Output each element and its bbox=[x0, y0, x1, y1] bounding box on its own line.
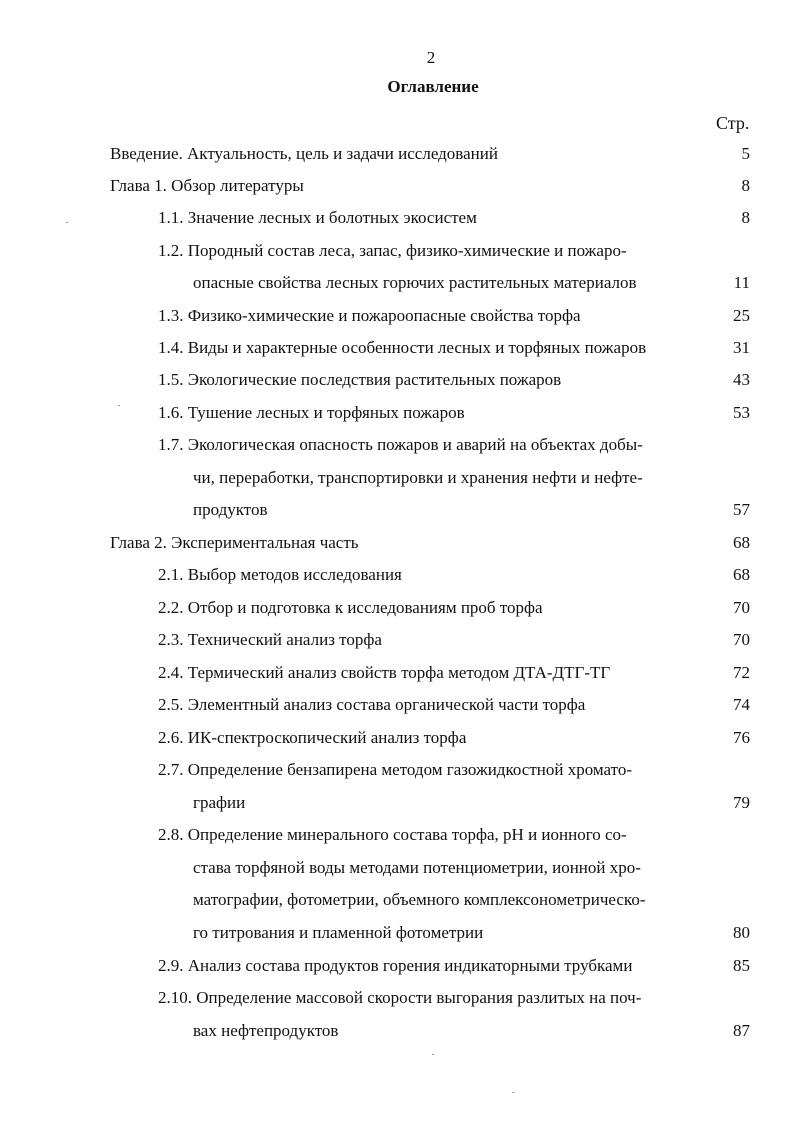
toc-entry-number: 2.2. bbox=[158, 598, 184, 617]
toc-entry-continuation: чи, переработки, транспортировки и хранения нефти и нефте- bbox=[193, 468, 643, 487]
toc-entry-text: Отбор и подготовка к исследованиям проб торфа bbox=[187, 598, 543, 617]
toc-entry-text: Виды и характерные особенности лесных и торфяных пожаров bbox=[187, 338, 647, 357]
toc-entry-text: Экологическая опасность пожаров и аварий на объектах добы- bbox=[187, 435, 643, 454]
toc-entry-text: Определение бензапирена методом газожидкостной хромато- bbox=[187, 760, 632, 779]
scan-speck bbox=[66, 222, 68, 223]
toc-entry-text: Элементный анализ состава органической части торфа bbox=[187, 695, 586, 714]
toc-entry-number: 1.7. bbox=[158, 435, 184, 454]
scan-speck bbox=[512, 1092, 514, 1093]
toc-entry-text: ИК-спектроскопический анализ торфа bbox=[187, 728, 467, 747]
toc-entry-page: 79 bbox=[733, 793, 750, 812]
toc-entry-page: 11 bbox=[733, 273, 750, 292]
toc-entry-page: 53 bbox=[733, 403, 750, 422]
toc-entry-page: 74 bbox=[733, 695, 750, 714]
toc-entry-text: Определение массовой скорости выгорания разлитых на поч- bbox=[196, 988, 642, 1007]
toc-entry-continuation: графии bbox=[193, 793, 246, 812]
toc-entry-number: 1.3. bbox=[158, 306, 184, 325]
toc-entry-text: Тушение лесных и торфяных пожаров bbox=[187, 403, 465, 422]
toc-entry-text: Введение. Актуальность, цель и задачи исследований bbox=[110, 144, 498, 163]
toc-entry-page: 8 bbox=[741, 208, 750, 227]
toc-entry-page: 70 bbox=[733, 630, 750, 649]
toc-entry-page: 8 bbox=[741, 176, 750, 195]
toc-entry-number: 2.3. bbox=[158, 630, 184, 649]
toc-entry-number: 2.7. bbox=[158, 760, 184, 779]
toc-entry-page: 76 bbox=[733, 728, 750, 747]
toc-entry-number: 2.10. bbox=[158, 988, 192, 1007]
toc-entry-text: Породный состав леса, запас, физико-химические и пожаро- bbox=[187, 241, 627, 260]
toc-entry-page: 5 bbox=[741, 144, 750, 163]
toc-entry-continuation: вах нефтепродуктов bbox=[193, 1021, 339, 1040]
toc-entry-page: 85 bbox=[733, 956, 750, 975]
toc-entry-continuation: опасные свойства лесных горючих растительных материалов bbox=[193, 273, 637, 292]
toc-entry-text: Глава 1. Обзор литературы bbox=[110, 176, 304, 195]
toc-entry-text: Выбор методов исследования bbox=[187, 565, 402, 584]
page-column-label: Стр. bbox=[716, 113, 750, 133]
toc-entry-number: 1.2. bbox=[158, 241, 184, 260]
toc-entry-text: Экологические последствия растительных пожаров bbox=[187, 370, 562, 389]
toc-entry-text: Глава 2. Экспериментальная часть bbox=[110, 533, 359, 552]
toc-entry-page: 72 bbox=[733, 663, 750, 682]
toc-entry-text: Определение минерального состава торфа, pH и ионного со- bbox=[187, 825, 627, 844]
toc-entry-number: 2.4. bbox=[158, 663, 184, 682]
toc-entry-text: Термический анализ свойств торфа методом ДТА-ДТГ-ТГ bbox=[187, 663, 611, 682]
toc-entry-page: 80 bbox=[733, 923, 750, 942]
page-number: 2 bbox=[426, 48, 436, 67]
toc-entry-continuation: го титрования и пламенной фотометрии bbox=[193, 923, 484, 942]
toc-entry-number: 1.6. bbox=[158, 403, 184, 422]
toc-entry-text: Технический анализ торфа bbox=[187, 630, 382, 649]
scan-speck bbox=[118, 405, 120, 406]
toc-entry-continuation: матографии, фотометрии, объемного комплексонометрическо- bbox=[193, 890, 646, 909]
toc-entry-text: Физико-химические и пожароопасные свойства торфа bbox=[187, 306, 581, 325]
toc-entry-number: 1.1. bbox=[158, 208, 184, 227]
toc-entry-number: 2.6. bbox=[158, 728, 184, 747]
toc-entry-number: 1.4. bbox=[158, 338, 184, 357]
toc-entry-text: Значение лесных и болотных экосистем bbox=[187, 208, 477, 227]
toc-entry-text: Анализ состава продуктов горения индикаторными трубками bbox=[187, 956, 633, 975]
toc-entry-page: 31 bbox=[733, 338, 750, 357]
toc-entry-page: 70 bbox=[733, 598, 750, 617]
toc-entry-page: 87 bbox=[733, 1021, 750, 1040]
toc-entry-number: 2.9. bbox=[158, 956, 184, 975]
toc-entry-continuation: продуктов bbox=[193, 500, 268, 519]
toc-entry-number: 1.5. bbox=[158, 370, 184, 389]
toc-entry-number: 2.1. bbox=[158, 565, 184, 584]
toc-entry-page: 25 bbox=[733, 306, 750, 325]
toc-entry-page: 68 bbox=[733, 533, 750, 552]
toc-entry-page: 57 bbox=[733, 500, 750, 519]
toc-entry-page: 68 bbox=[733, 565, 750, 584]
toc-entry-number: 2.5. bbox=[158, 695, 184, 714]
scan-speck bbox=[432, 1054, 434, 1055]
toc-entry-continuation: става торфяной воды методами потенциометрии, ионной хро- bbox=[193, 858, 641, 877]
toc-entry-number: 2.8. bbox=[158, 825, 184, 844]
toc-entry-page: 43 bbox=[733, 370, 750, 389]
toc-title: Оглавление bbox=[387, 77, 479, 96]
